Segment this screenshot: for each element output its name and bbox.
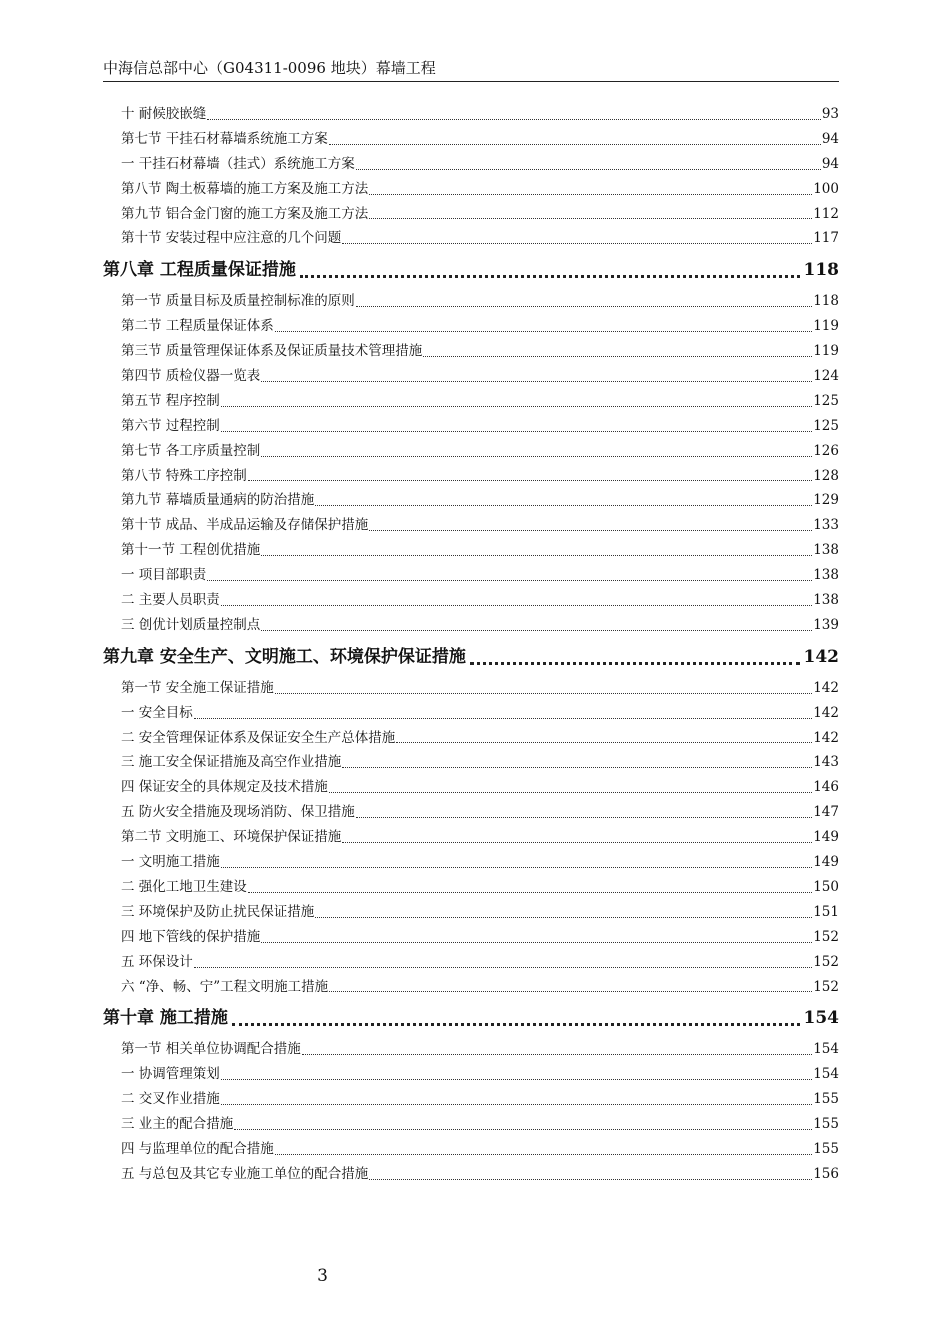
dot-leader: [221, 1079, 812, 1080]
toc-entry-page-number: 150: [813, 878, 839, 895]
toc-entry-label: 第二节 工程质量保证体系: [121, 318, 274, 335]
toc-section-entry[interactable]: [103, 102, 839, 127]
toc-chapter-entry[interactable]: [103, 999, 839, 1037]
toc-entry-page-number: 125: [813, 417, 839, 434]
toc-entry-label: 第一节 质量目标及质量控制标准的原则: [121, 293, 355, 310]
toc-section-entry[interactable]: [103, 925, 839, 950]
toc-entry-label: 第八节 特殊工序控制: [121, 467, 247, 484]
toc-entry-label: 三 施工安全保证措施及高空作业措施: [121, 754, 342, 771]
toc-entry-label: 二 强化工地卫生建设: [121, 878, 247, 895]
toc-entry-label: 一 安全目标: [121, 704, 193, 721]
toc-entry-label: 第九章 安全生产、文明施工、环境保护保证措施: [103, 646, 466, 667]
dot-leader: [315, 917, 812, 918]
toc-section-entry[interactable]: [103, 488, 839, 513]
toc-entry-page-number: 133: [813, 517, 839, 534]
toc-entry-page-number: 138: [813, 542, 839, 559]
dot-leader: [207, 580, 812, 581]
toc-entry-page-number: 155: [813, 1116, 839, 1133]
toc-section-entry[interactable]: [103, 613, 839, 638]
toc-entry-page-number: 119: [813, 343, 839, 360]
toc-section-entry[interactable]: [103, 289, 839, 314]
toc-entry-label: 第九节 铝合金门窗的施工方案及施工方法: [121, 205, 369, 222]
dot-leader: [369, 194, 812, 195]
toc-entry-page-number: 139: [813, 616, 839, 633]
dot-leader: [315, 505, 812, 506]
toc-section-entry[interactable]: [103, 975, 839, 1000]
dot-leader: [248, 480, 812, 481]
toc-entry-label: 五 防火安全措施及现场消防、保卫措施: [121, 804, 355, 821]
toc-section-entry[interactable]: [103, 1087, 839, 1112]
toc-section-entry[interactable]: [103, 726, 839, 751]
dot-leader: [396, 742, 812, 743]
toc-section-entry[interactable]: [103, 825, 839, 850]
dot-leader: [207, 119, 821, 120]
dot-leader: [194, 718, 812, 719]
dot-leader: [329, 144, 821, 145]
toc-entry-label: 五 环保设计: [121, 953, 193, 970]
toc-entry-label: 五 与总包及其它专业施工单位的配合措施: [121, 1165, 369, 1182]
dot-leader: [423, 356, 812, 357]
toc-entry-page-number: 143: [813, 754, 839, 771]
toc-entry-label: 第一节 相关单位协调配合措施: [121, 1041, 301, 1058]
toc-entry-page-number: 128: [813, 467, 839, 484]
toc-section-entry[interactable]: [103, 226, 839, 251]
dot-leader: [261, 456, 812, 457]
toc-entry-page-number: 155: [813, 1091, 839, 1108]
page-header-title: 中海信总部中心（G04311-0096 地块）幕墙工程: [103, 59, 436, 77]
toc-chapter-entry[interactable]: [103, 251, 839, 289]
toc-entry-page-number: 100: [813, 180, 839, 197]
toc-entry-page-number: 154: [813, 1041, 839, 1058]
toc-entry-label: 第八章 工程质量保证措施: [103, 260, 296, 281]
toc-entry-page-number: 147: [813, 804, 839, 821]
toc-entry-page-number: 118: [803, 260, 839, 281]
toc-section-entry[interactable]: [103, 152, 839, 177]
toc-section-entry[interactable]: [103, 513, 839, 538]
dot-leader: [221, 431, 812, 432]
dot-leader: [369, 1179, 812, 1180]
toc-section-entry[interactable]: [103, 1037, 839, 1062]
toc-section-entry[interactable]: [103, 339, 839, 364]
toc-section-entry[interactable]: [103, 750, 839, 775]
toc-entry-page-number: 149: [813, 854, 839, 871]
toc-entry-label: 第六节 过程控制: [121, 417, 220, 434]
toc-section-entry[interactable]: [103, 588, 839, 613]
toc-section-entry[interactable]: [103, 563, 839, 588]
toc-entry-label: 第二节 文明施工、环境保护保证措施: [121, 829, 342, 846]
dot-leader: [221, 867, 812, 868]
dot-leader: [261, 630, 812, 631]
toc-section-entry[interactable]: [103, 127, 839, 152]
dot-leader: [369, 218, 812, 219]
toc-entry-label: 四 与监理单位的配合措施: [121, 1140, 274, 1157]
toc-entry-page-number: 124: [813, 368, 839, 385]
toc-entry-label: 二 主要人员职责: [121, 592, 220, 609]
dot-leader: [248, 892, 812, 893]
dot-leader: [356, 306, 812, 307]
dot-leader: [221, 605, 812, 606]
dot-leader: [275, 693, 812, 694]
dot-leader: [275, 331, 812, 332]
toc-entry-page-number: 138: [813, 592, 839, 609]
toc-entry-label: 第三节 质量管理保证体系及保证质量技术管理措施: [121, 343, 423, 360]
toc-entry-page-number: 142: [803, 646, 839, 667]
toc-entry-label: 第七节 各工序质量控制: [121, 442, 261, 459]
toc-entry-page-number: 152: [813, 953, 839, 970]
toc-entry-label: 第十一节 工程创优措施: [121, 542, 261, 559]
toc-entry-page-number: 94: [821, 155, 839, 172]
toc-chapter-entry[interactable]: [103, 638, 839, 676]
toc-entry-label: 第十节 安装过程中应注意的几个问题: [121, 230, 342, 247]
toc-entry-page-number: 125: [813, 392, 839, 409]
toc-section-entry[interactable]: [103, 1112, 839, 1137]
toc-entry-page-number: 117: [813, 230, 839, 247]
toc-section-entry[interactable]: [103, 314, 839, 339]
toc-section-entry[interactable]: [103, 414, 839, 439]
toc-entry-label: 三 业主的配合措施: [121, 1116, 234, 1133]
dot-leader: [342, 767, 812, 768]
table-of-contents: [103, 102, 839, 1187]
toc-entry-label: 第一节 安全施工保证措施: [121, 679, 274, 696]
toc-entry-label: 第四节 质检仪器一览表: [121, 368, 261, 385]
toc-entry-page-number: 151: [813, 903, 839, 920]
dot-leader: [221, 1104, 812, 1105]
dot-leader: [261, 555, 812, 556]
toc-section-entry[interactable]: [103, 875, 839, 900]
toc-section-entry[interactable]: [103, 701, 839, 726]
toc-entry-page-number: 154: [813, 1066, 839, 1083]
toc-section-entry[interactable]: [103, 439, 839, 464]
toc-entry-label: 三 创优计划质量控制点: [121, 616, 261, 633]
toc-section-entry[interactable]: [103, 950, 839, 975]
toc-entry-label: 二 交叉作业措施: [121, 1091, 220, 1108]
dot-leader: [275, 1154, 812, 1155]
toc-entry-page-number: 94: [821, 130, 839, 147]
dot-leader: [470, 662, 800, 665]
toc-entry-page-number: 152: [813, 978, 839, 995]
toc-entry-page-number: 119: [813, 318, 839, 335]
toc-section-entry[interactable]: [103, 389, 839, 414]
toc-entry-label: 第七节 干挂石材幕墙系统施工方案: [121, 130, 328, 147]
toc-entry-label: 第九节 幕墙质量通病的防治措施: [121, 492, 315, 509]
dot-leader: [369, 530, 812, 531]
dot-leader: [261, 942, 812, 943]
toc-entry-label: 二 安全管理保证体系及保证安全生产总体措施: [121, 729, 396, 746]
dot-leader: [302, 1054, 812, 1055]
toc-entry-label: 四 保证安全的具体规定及技术措施: [121, 779, 328, 796]
toc-entry-page-number: 142: [813, 679, 839, 696]
toc-section-entry[interactable]: [103, 538, 839, 563]
toc-section-entry[interactable]: [103, 1062, 839, 1087]
toc-entry-label: 四 地下管线的保护措施: [121, 928, 261, 945]
toc-entry-page-number: 155: [813, 1140, 839, 1157]
dot-leader: [329, 991, 812, 992]
dot-leader: [232, 1023, 800, 1026]
toc-entry-page-number: 152: [813, 928, 839, 945]
toc-entry-label: 第五节 程序控制: [121, 392, 220, 409]
toc-entry-label: 一 文明施工措施: [121, 854, 220, 871]
toc-section-entry[interactable]: [103, 775, 839, 800]
dot-leader: [356, 817, 812, 818]
toc-entry-page-number: 154: [803, 1008, 839, 1029]
toc-entry-label: 第十章 施工措施: [103, 1008, 228, 1029]
toc-entry-label: 一 干挂石材幕墙（挂式）系统施工方案: [121, 155, 355, 172]
dot-leader: [261, 381, 812, 382]
toc-section-entry[interactable]: [103, 1137, 839, 1162]
dot-leader: [300, 275, 800, 278]
toc-entry-page-number: 142: [813, 704, 839, 721]
toc-section-entry[interactable]: [103, 364, 839, 389]
toc-entry-label: 十 耐候胶嵌缝: [121, 106, 207, 122]
toc-section-entry[interactable]: [103, 800, 839, 825]
dot-leader: [329, 792, 812, 793]
dot-leader: [234, 1129, 812, 1130]
toc-entry-page-number: 112: [813, 205, 839, 222]
toc-entry-page-number: 118: [813, 293, 839, 310]
toc-entry-page-number: 126: [813, 442, 839, 459]
toc-entry-page-number: 142: [813, 729, 839, 746]
toc-entry-page-number: 149: [813, 829, 839, 846]
toc-entry-label: 三 环境保护及防止扰民保证措施: [121, 903, 315, 920]
toc-entry-label: 六 “净、畅、宁”工程文明施工措施: [121, 978, 329, 995]
toc-entry-page-number: 138: [813, 567, 839, 584]
dot-leader: [221, 406, 812, 407]
toc-section-entry[interactable]: [103, 676, 839, 701]
toc-section-entry[interactable]: [103, 900, 839, 925]
toc-section-entry[interactable]: [103, 177, 839, 202]
toc-section-entry[interactable]: [103, 1162, 839, 1187]
toc-entry-page-number: 146: [813, 779, 839, 796]
dot-leader: [342, 842, 812, 843]
dot-leader: [356, 169, 821, 170]
toc-entry-label: 一 协调管理策划: [121, 1066, 220, 1083]
toc-entry-page-number: 93: [821, 106, 839, 122]
dot-leader: [342, 243, 812, 244]
toc-section-entry[interactable]: [103, 202, 839, 227]
toc-entry-label: 一 项目部职责: [121, 567, 207, 584]
toc-entry-label: 第十节 成品、半成品运输及存储保护措施: [121, 517, 369, 534]
dot-leader: [194, 967, 812, 968]
toc-entry-page-number: 129: [813, 492, 839, 509]
header-divider: [103, 81, 839, 82]
toc-entry-label: 第八节 陶土板幕墙的施工方案及施工方法: [121, 180, 369, 197]
page-number: 3: [317, 1266, 328, 1286]
toc-section-entry[interactable]: [103, 850, 839, 875]
toc-section-entry[interactable]: [103, 464, 839, 489]
toc-entry-page-number: 156: [813, 1165, 839, 1182]
